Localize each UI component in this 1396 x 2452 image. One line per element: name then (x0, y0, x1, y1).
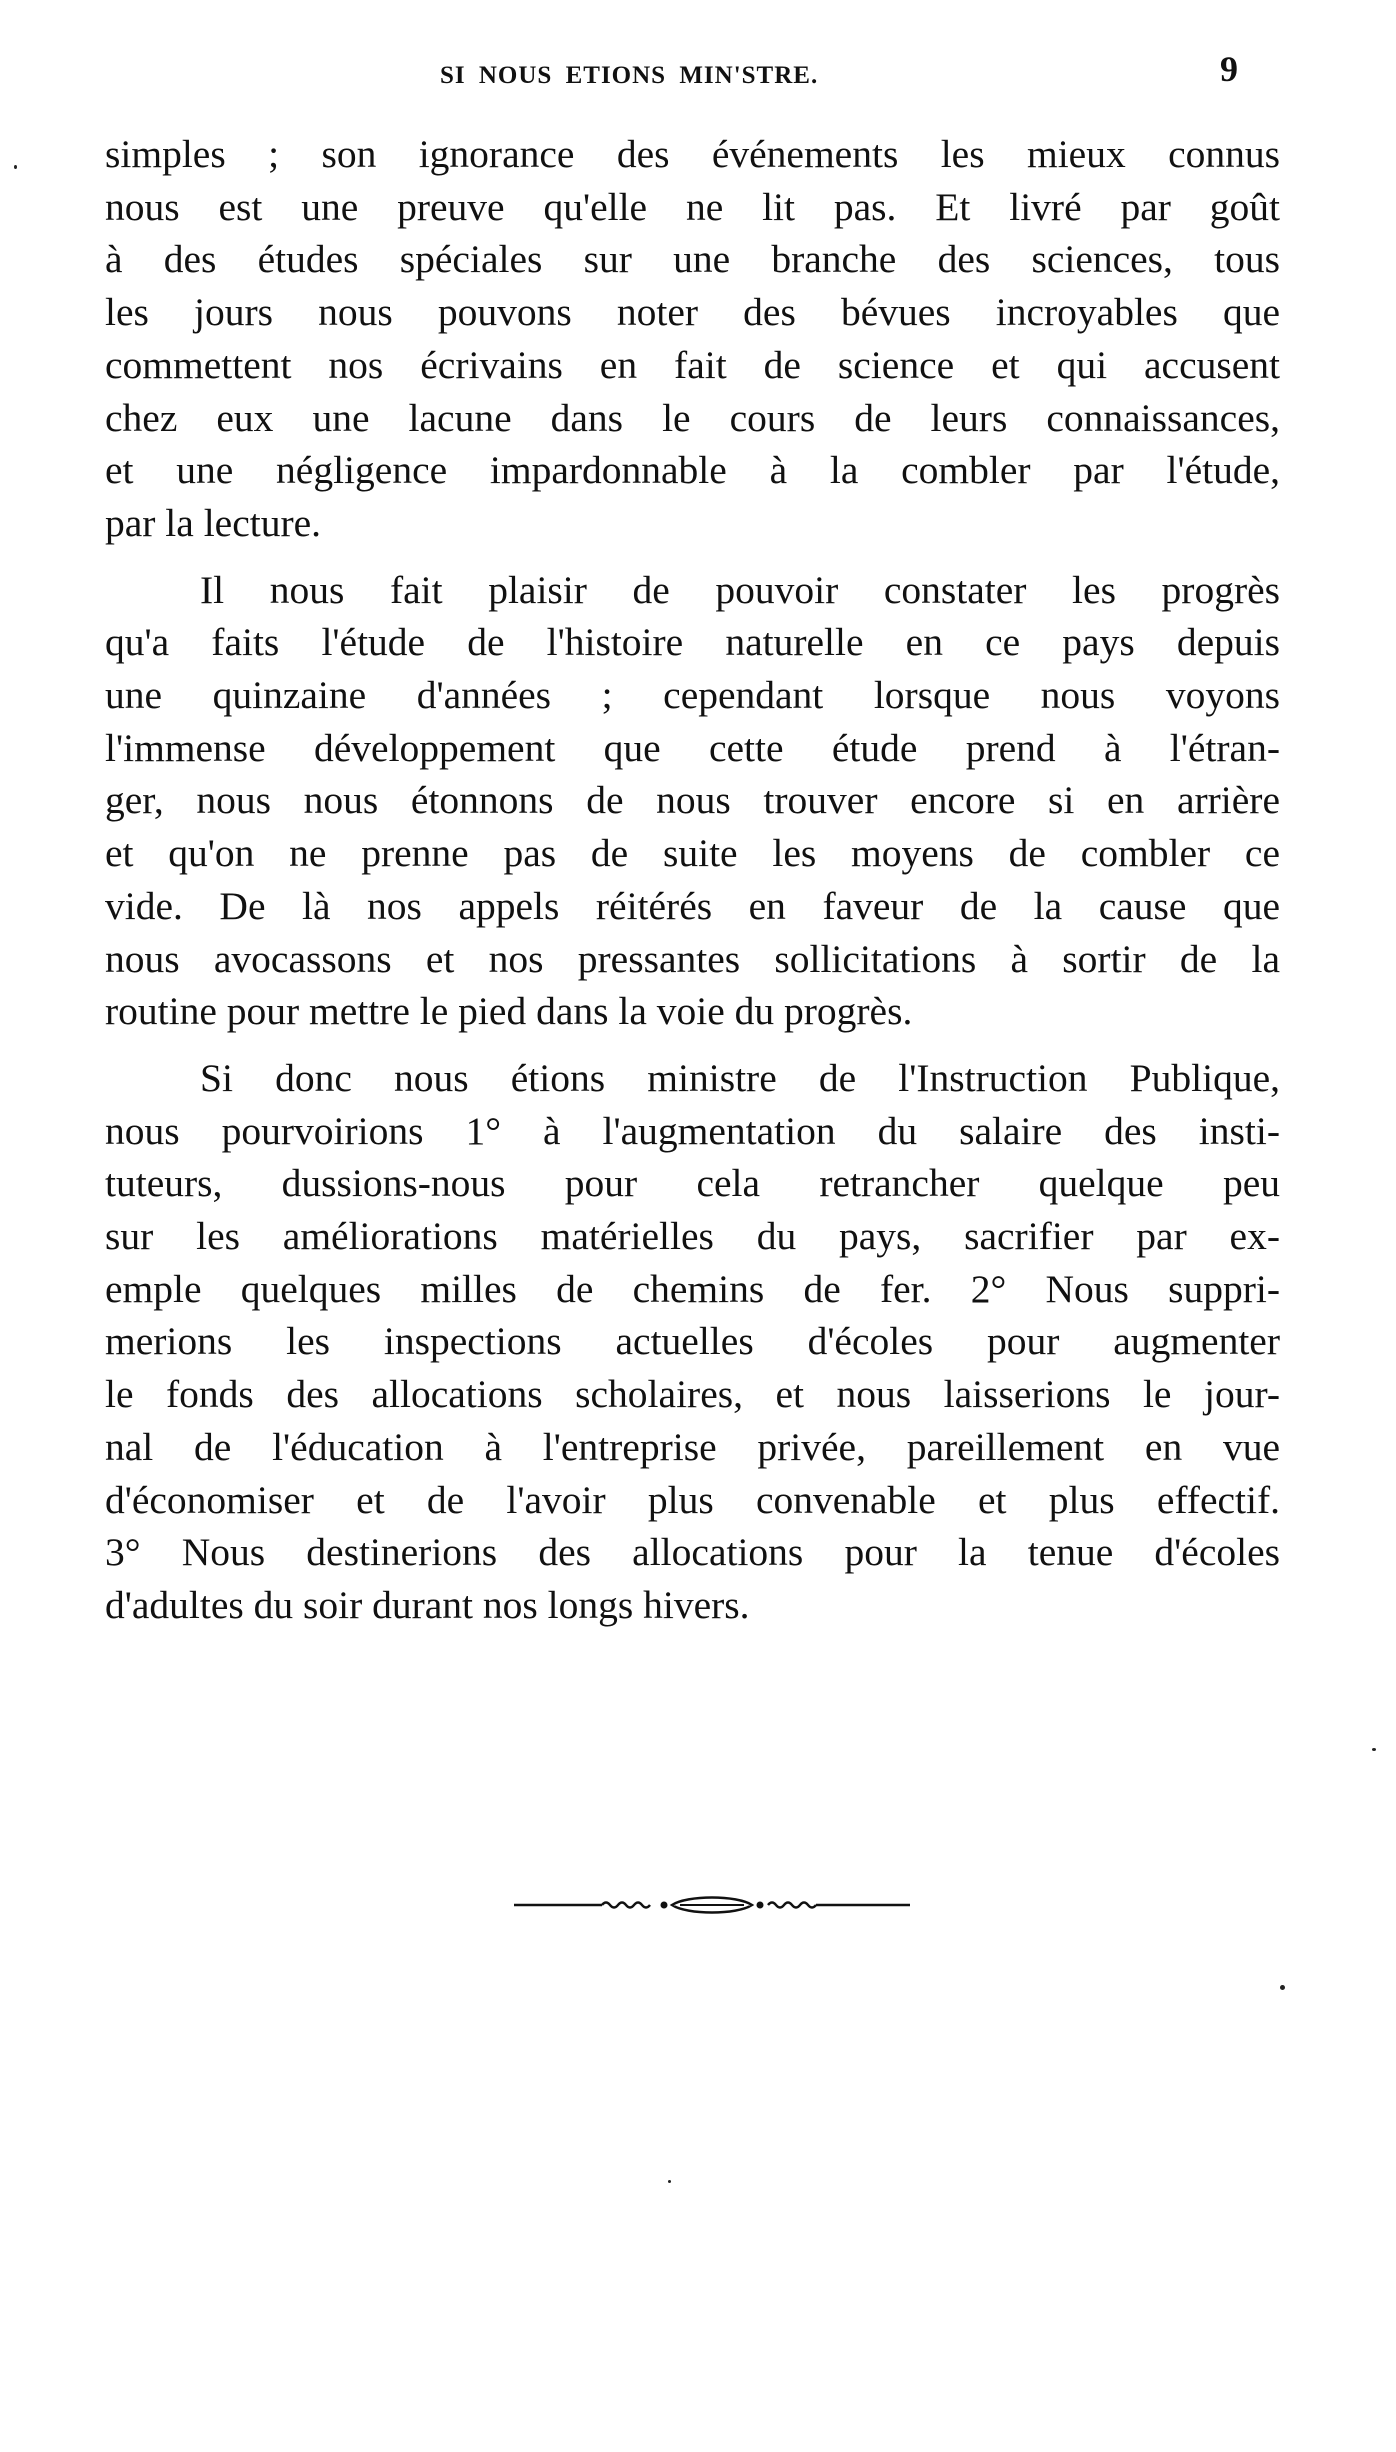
text-line: qu'a faits l'étude de l'histoire naturelle en ce pays depuis (105, 620, 1280, 665)
text-line: routine pour mettre le pied dans la voie du progrès. (105, 989, 913, 1034)
text-line: Si donc nous étions ministre de l'Instruction Publique, (200, 1055, 1280, 1100)
text-line: vide. De là nos appels réitérés en faveur de la cause que (105, 883, 1280, 928)
page-number: 9 (1220, 49, 1238, 89)
paragraph-1 (105, 128, 1280, 550)
text-line: commettent nos écrivains en fait de science et qui accusent (105, 342, 1280, 387)
text-line: nous est une preuve qu'elle ne lit pas. Et livré par goût (105, 184, 1280, 229)
text-line: nal de l'éducation à l'entreprise privée, pareillement en vue (105, 1424, 1280, 1469)
text-line: à des études spéciales sur une branche des sciences, tous (105, 237, 1280, 282)
text-line: tuteurs, dussions-nous pour cela retrancher quelque peu (105, 1161, 1280, 1206)
text-line: simples ; son ignorance des événements les mieux connus (105, 132, 1280, 176)
text-line: Il nous fait plaisir de pouvoir constater les progrès (200, 567, 1280, 612)
print-speck (1372, 1748, 1376, 1751)
text-line: d'adultes du soir durant nos longs hivers. (105, 1582, 750, 1627)
text-line: emple quelques milles de chemins de fer. 2° Nous suppri- (105, 1266, 1280, 1311)
text-line: sur les améliorations matérielles du pays, sacrifier par ex- (105, 1214, 1280, 1259)
print-speck (1280, 1985, 1285, 1990)
text-line: et qu'on ne prenne pas de suite les moyens de combler ce (105, 831, 1280, 876)
text-line: les jours nous pouvons noter des bévues incroyables que (105, 290, 1280, 335)
paragraph-3 (105, 1052, 1280, 1632)
text-line: une quinzaine d'années ; cependant lorsque nous voyons (105, 673, 1280, 718)
text-line: nous pourvoirions 1° à l'augmentation du salaire des insti- (105, 1108, 1280, 1153)
text-line: par la lecture. (105, 500, 322, 545)
body-text (105, 128, 1280, 1646)
text-line: 3° Nous destinerions des allocations pour la tenue d'écoles (105, 1530, 1280, 1575)
text-line: merions les inspections actuelles d'écoles pour augmenter (105, 1319, 1280, 1364)
text-line: le fonds des allocations scholaires, et nous laisserions le jour- (105, 1372, 1280, 1417)
running-title: SI NOUS ETIONS MIN'STRE. (440, 62, 819, 89)
print-speck (668, 2180, 671, 2183)
text-line: chez eux une lacune dans le cours de leurs connaissances, (105, 395, 1280, 440)
print-speck (14, 165, 17, 169)
end-ornament (512, 1890, 912, 1920)
text-line: l'immense développement que cette étude prend à l'étran- (105, 725, 1280, 770)
text-line: ger, nous nous étonnons de nous trouver encore si en arrière (105, 778, 1280, 823)
text-line: nous avocassons et nos pressantes sollicitations à sortir de la (105, 936, 1280, 981)
text-line: et une négligence impardonnable à la combler par l'étude, (105, 448, 1280, 493)
paragraph-2 (105, 564, 1280, 1038)
text-line: d'économiser et de l'avoir plus convenable et plus effectif. (105, 1477, 1280, 1522)
